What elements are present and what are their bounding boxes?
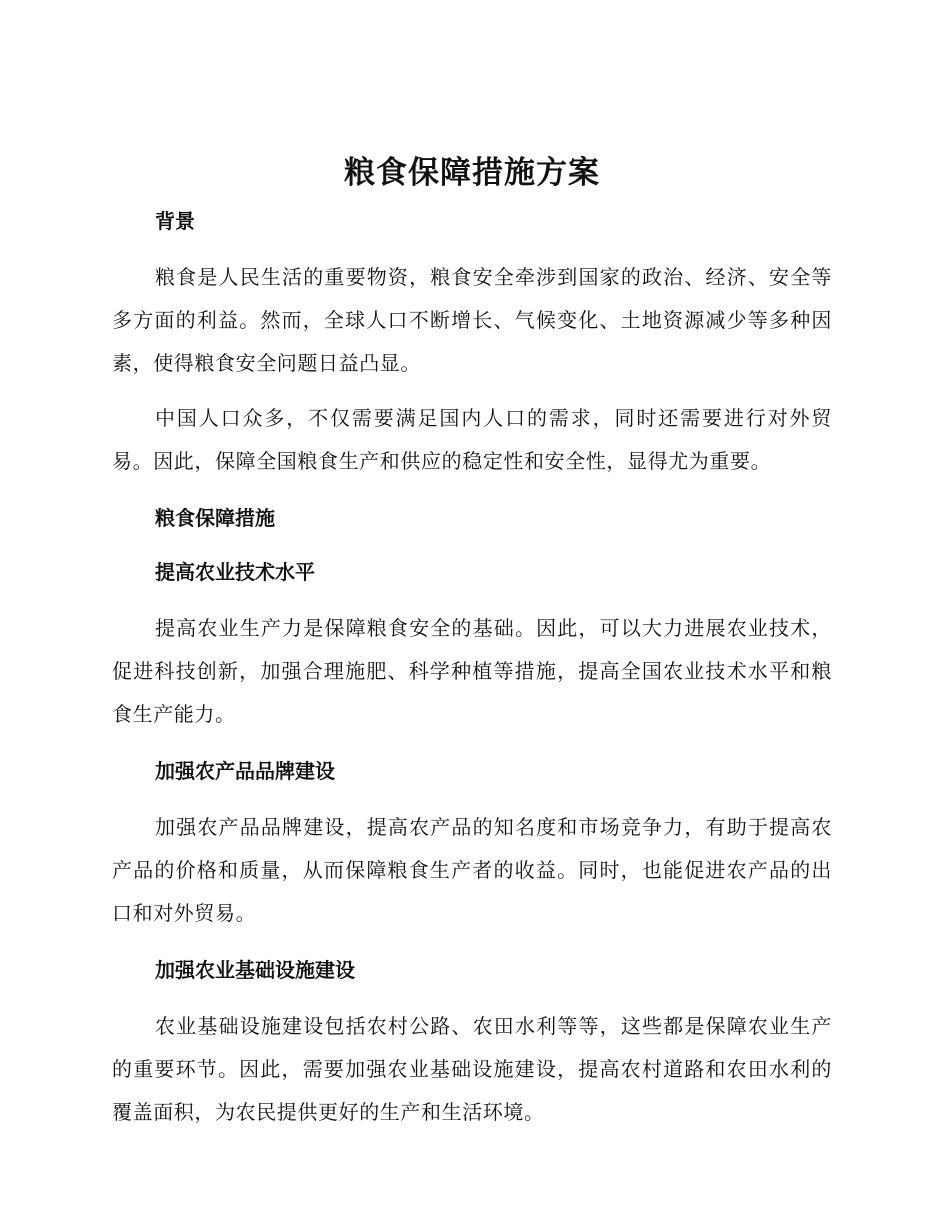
paragraph-infrastructure: 农业基础设施建设包括农村公路、农田水利等等，这些都是保障农业生产的重要环节。因此，需要加强农业基础设施建设，提高农村道路和农田水利的覆盖面积，为农民提供更好的生产和生活环境。 — [112, 1014, 832, 1124]
section-heading-background: 背景 — [155, 209, 195, 233]
section-heading-measures: 粮食保障措施 — [155, 506, 275, 530]
paragraph-brand: 加强农产品品牌建设，提高农产品的知名度和市场竞争力，有助于提高农产品的价格和质量，从而保障粮食生产者的收益。同时，也能促进农产品的出口和对外贸易。 — [112, 815, 832, 925]
section-heading-brand: 加强农产品品牌建设 — [155, 759, 335, 783]
document-page — [112, 150, 832, 1134]
section-heading-agri-tech: 提高农业技术水平 — [155, 560, 315, 584]
paragraph-background-1: 粮食是人民生活的重要物资，粮食安全牵涉到国家的政治、经济、安全等多方面的利益。然而，全球人口不断增长、气候变化、土地资源减少等多种因素，使得粮食安全问题日益凸显。 — [112, 265, 832, 375]
paragraph-background-2: 中国人口众多，不仅需要满足国内人口的需求，同时还需要进行对外贸易。因此，保障全国粮食生产和供应的稳定性和安全性，显得尤为重要。 — [112, 406, 832, 473]
paragraph-agri-tech: 提高农业生产力是保障粮食安全的基础。因此，可以大力进展农业技术，促进科技创新，加强合理施肥、科学种植等措施，提高全国农业技术水平和粮食生产能力。 — [112, 616, 832, 726]
document-title: 粮食保障措施方案 — [344, 155, 600, 191]
section-heading-infrastructure: 加强农业基础设施建设 — [155, 958, 355, 982]
